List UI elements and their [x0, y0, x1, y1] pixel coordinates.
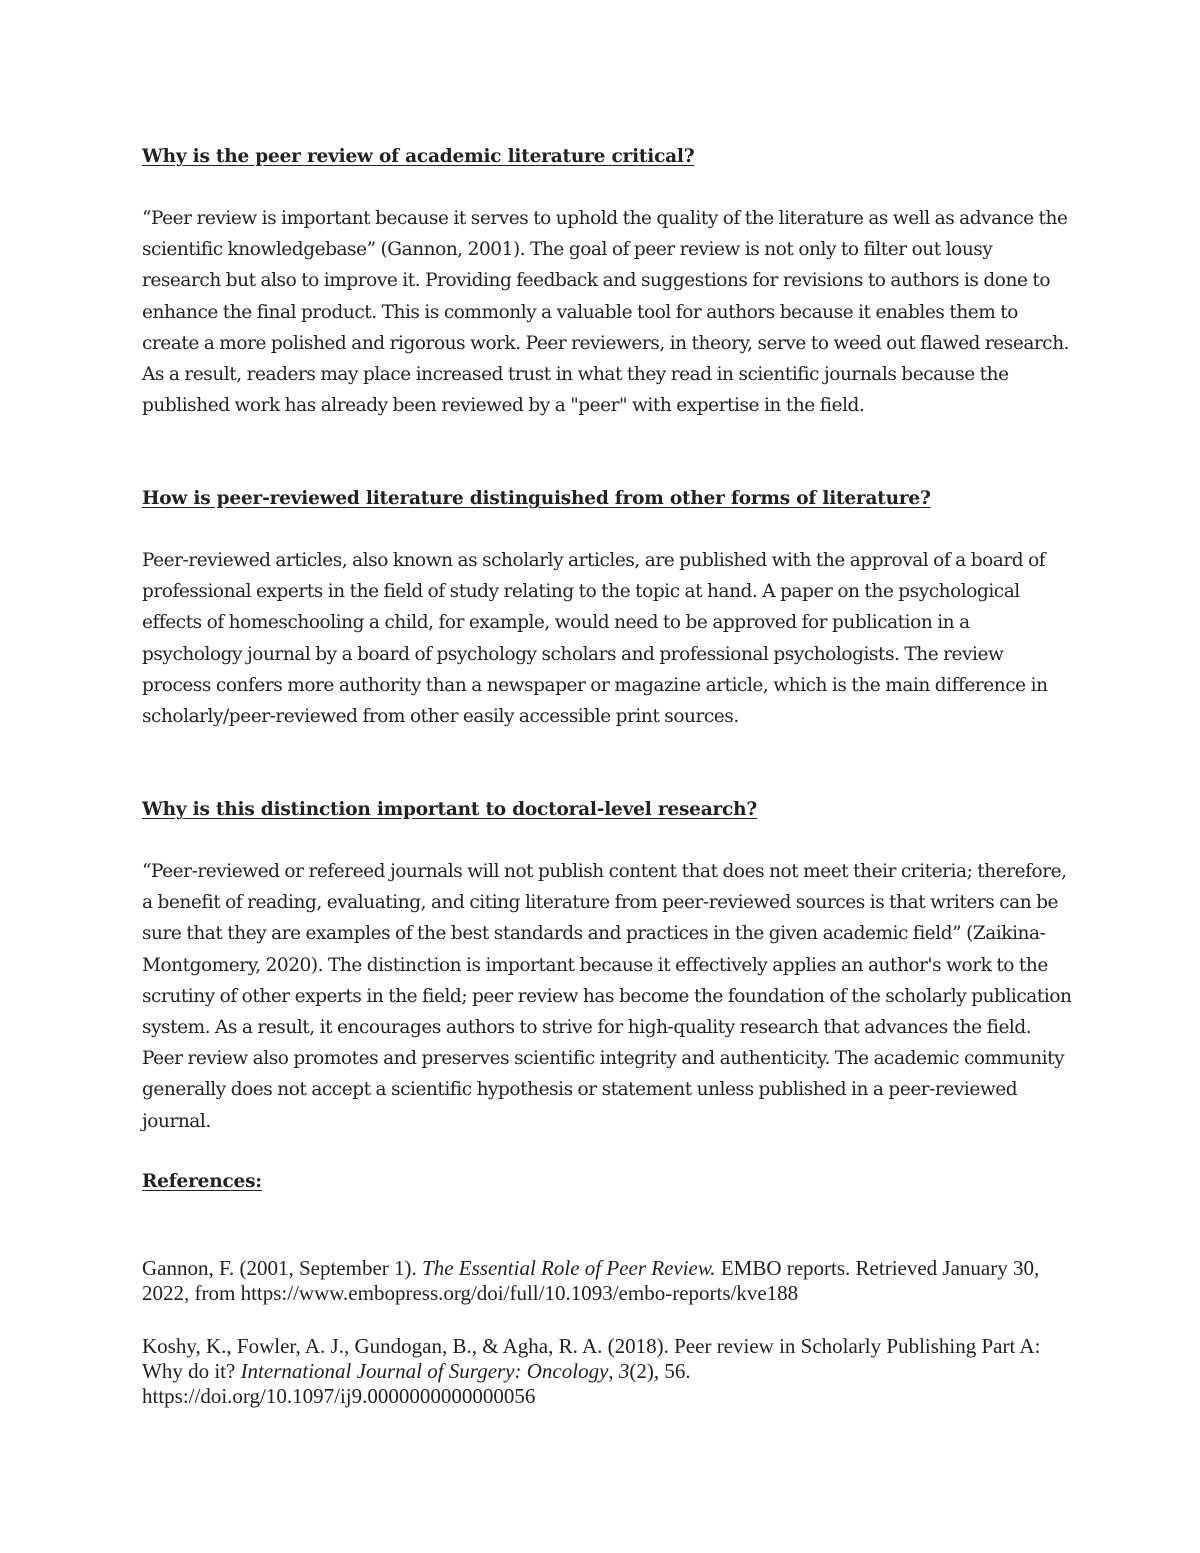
reference-item — [142, 1334, 1072, 1409]
section-paragraph-doctoral-research: “Peer-reviewed or refereed journals will not publish content that does not meet their criteria; therefore, a benefit of reading, evaluating, and citing literature from peer-reviewed sources is that writers can be sure that they are examples of the best standards and practices in the given academic field” (Zaikina-Montgomery, 2020). The distinction is important because it effectively applies an author's work to the scrutiny of other experts in the field; peer review has become the foundation of the scholarly publication system. As a result, it encourages authors to strive for high-quality research that advances the field. Peer review also promotes and preserves scientific integrity and authenticity. The academic community generally does not accept a scientific hypothesis or statement unless published in a peer-reviewed journal. — [142, 861, 1072, 1132]
reference-separator: , — [608, 1359, 619, 1383]
references-heading: References: — [142, 1171, 262, 1192]
section-paragraph-peer-reviewed-distinguished: Peer-reviewed articles, also known as scholarly articles, are published with the approval of a board of professional experts in the field of study relating to the topic at hand. A paper on the psychological effects of homeschooling a child, for example, would need to be approved for publication in a psychology journal by a board of psychology scholars and professional psychologists. The review process confers more authority than a newspaper or magazine article, which is the main difference in scholarly/peer-reviewed from other easily accessible print sources. — [142, 550, 1048, 728]
reference-journal: International Journal of Surgery: Oncology — [240, 1359, 609, 1383]
reference-title: The Essential Role of Peer Review. — [422, 1256, 716, 1280]
reference-volume: 3 — [618, 1359, 630, 1383]
reference-doi[interactable]: (2), 56. https://doi.org/10.1097/ij9.0000000000000056 — [142, 1359, 691, 1408]
section-heading-doctoral-research: Why is this distinction important to doctoral-level research? — [142, 799, 758, 820]
reference-source-url[interactable]: EMBO reports. Retrieved January 30, 2022, from https://www.embopress.org/doi/full/10.1093/embo-reports/kve188 — [142, 1256, 1040, 1305]
reference-authors-date: Koshy, K., Fowler, A. J., Gundogan, B., & Agha, R. A. (2018). Peer review in Scholarly Publishing Part A: Why do it? — [142, 1334, 1041, 1383]
section-heading-peer-review-critical: Why is the peer review of academic literature critical? — [142, 146, 695, 167]
reference-item — [142, 1256, 1072, 1306]
section-heading-peer-reviewed-distinguished: How is peer-reviewed literature distinguished from other forms of literature? — [142, 488, 931, 509]
reference-authors-date: Gannon, F. (2001, September 1). — [142, 1256, 423, 1280]
section-paragraph-peer-review-critical: “Peer review is important because it serves to uphold the quality of the literature as well as advance the scientific knowledgebase” (Gannon, 2001). The goal of peer review is not only to filter out lousy research but also to improve it. Providing feedback and suggestions for revisions to authors is done to enhance the final product. This is commonly a valuable tool for authors because it enables them to create a more polished and rigorous work. Peer reviewers, in theory, serve to weed out flawed research. As a result, readers may place increased trust in what they read in scientific journals because the published work has already been reviewed by a "peer" with expertise in the field. — [142, 208, 1070, 417]
